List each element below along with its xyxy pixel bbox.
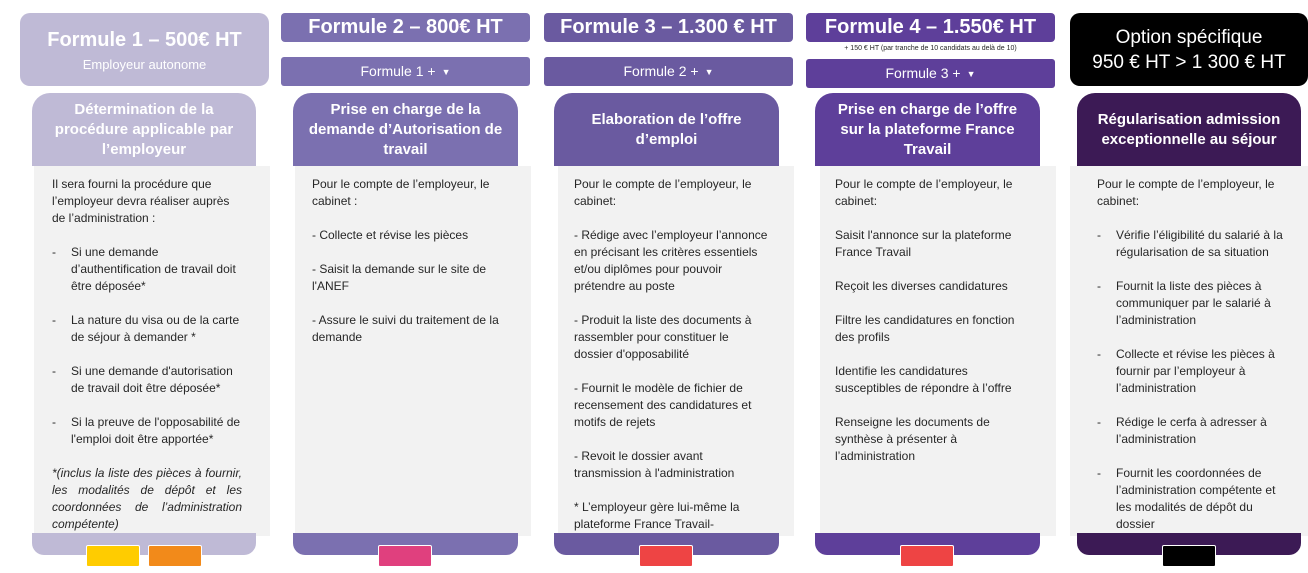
formule-1-text xyxy=(52,176,242,533)
color-swatch xyxy=(86,545,140,567)
paragraph: - Assure le suivi du traitement de la demande xyxy=(312,313,499,344)
formule-4-header xyxy=(806,13,1055,42)
option-column xyxy=(1070,0,1308,573)
paragraph: Filtre les candidatures en fonction des profils xyxy=(835,313,1015,344)
paragraph: - Rédige avec l’employeur l’annonce en précisant les critères essentiels et/ou diplômes pour pouvoir prétendre au poste xyxy=(574,228,768,293)
paragraph: Reçoit les diverses candidatures xyxy=(835,279,1008,293)
caret-down-icon: ▼ xyxy=(704,67,714,77)
formule-3-card-title: Elaboration de l’offre d’emploi xyxy=(554,93,779,166)
formule-2-title: Formule 2 – 800€ HT xyxy=(308,16,503,38)
list-item: - Rédige le cerfa à adresser à l’administration xyxy=(1097,414,1287,448)
formule-4-text xyxy=(835,176,1025,465)
option-text xyxy=(1097,176,1287,550)
paragraph: Renseigne les documents de synthèse à présenter à l’administration xyxy=(835,415,990,463)
list-item: - Si une demande d’authentification de travail doit être déposée* xyxy=(52,244,242,295)
formule-3-column xyxy=(544,0,793,573)
list-item: - Fournit la liste des pièces à communiquer par le salarié à l’administration xyxy=(1097,278,1287,329)
formule-4-surcharge-note: + 150 € HT (par tranche de 10 candidats au delà de 10) xyxy=(844,45,1017,52)
option-card-title: Régularisation admission exceptionnelle au séjour xyxy=(1077,93,1301,166)
paragraph: Pour le compte de l’employeur, le cabinet: xyxy=(574,177,752,208)
color-swatch xyxy=(378,545,432,567)
paragraph: - Revoit le dossier avant transmission à l'administration xyxy=(574,449,735,480)
option-title: Option spécifique xyxy=(1115,27,1263,48)
formule-1-subtitle: Employeur autonome xyxy=(82,57,207,72)
formule-4-card-title: Prise en charge de l’offre sur la plateforme France Travail xyxy=(815,93,1040,166)
color-swatch xyxy=(639,545,693,567)
formule-3-title: Formule 3 – 1.300 € HT xyxy=(560,16,777,38)
dropdown-label: Formule 1 + xyxy=(360,63,436,79)
caret-down-icon: ▼ xyxy=(966,69,976,79)
formule-1-card-title: Détermination de la procédure applicable par l’employeur xyxy=(32,93,256,166)
color-swatch xyxy=(900,545,954,567)
list-item: - Collecte et révise les pièces à fournir par l’employeur à l’administration xyxy=(1097,346,1287,397)
paragraph: - Collecte et révise les pièces xyxy=(312,228,469,242)
dropdown-label: Formule 2 + xyxy=(623,63,699,79)
paragraph: Pour le compte de l’employeur, le cabinet: xyxy=(835,177,1013,208)
option-intro: Pour le compte de l’employeur, le cabinet: xyxy=(1097,177,1275,208)
formule-2-card-title: Prise en charge de la demande d’Autorisation de travail xyxy=(293,93,518,166)
formule-1-title: Formule 1 – 500€ HT xyxy=(47,29,242,51)
list-item: - Fournit les coordonnées de l’administration compétente et les modalités de dépôt du dossier xyxy=(1097,465,1287,533)
formule-1-footer xyxy=(32,533,256,555)
formule-2-column xyxy=(281,0,530,573)
list-item: - Vérifie l’éligibilité du salarié à la régularisation de sa situation xyxy=(1097,227,1287,261)
formule-1-column xyxy=(20,0,269,573)
formule-4-title: Formule 4 – 1.550€ HT xyxy=(824,16,1037,38)
formule-2-dropdown[interactable] xyxy=(281,57,530,86)
formule-3-header xyxy=(544,13,793,42)
formule-3-text xyxy=(574,176,769,533)
dropdown-label: Formule 3 + xyxy=(885,65,961,81)
formule-3-dropdown[interactable] xyxy=(544,57,793,86)
paragraph: - Saisit la demande sur le site de l'ANEF xyxy=(312,262,487,293)
option-list xyxy=(1097,227,1287,533)
paragraph: Pour le compte de l’employeur, le cabinet : xyxy=(312,177,490,208)
paragraph: Identifie les candidatures susceptibles de répondre à l’offre xyxy=(835,364,1012,395)
caret-down-icon: ▼ xyxy=(441,67,451,77)
paragraph: - Produit la liste des documents à rassembler pour constituer le dossier d'opposabilité xyxy=(574,313,752,361)
paragraph: Saisit l'annonce sur la plateforme France Travail xyxy=(835,228,1012,259)
list-item: - La nature du visa ou de la carte de séjour à demander * xyxy=(52,312,242,346)
formule-4-dropdown[interactable] xyxy=(806,59,1055,88)
option-header xyxy=(1070,13,1308,86)
color-swatch xyxy=(148,545,202,567)
list-item: - Si une demande d'autorisation de travail doit être déposée* xyxy=(52,363,242,397)
color-swatch xyxy=(1162,545,1216,567)
paragraph: * L’employeur gère lui-même la plateforme France Travail- xyxy=(574,500,740,531)
formule-1-header xyxy=(20,13,269,86)
paragraph: - Fournit le modèle de fichier de recensement des candidatures et motifs de rejets xyxy=(574,381,752,429)
formule-1-intro: Il sera fourni la procédure que l’employeur devra réaliser auprès de l’administration : xyxy=(52,177,230,225)
formule-2-header xyxy=(281,13,530,42)
formule-1-note: *(inclus la liste des pièces à fournir, les modalités de dépôt et les coordonnées de l’administration compétente) xyxy=(52,466,242,531)
formule-4-column xyxy=(806,0,1055,573)
list-item: - Si la preuve de l'opposabilité de l'emploi doit être apportée* xyxy=(52,414,242,448)
option-price: 950 € HT > 1 300 € HT xyxy=(1092,52,1286,73)
formule-2-text xyxy=(312,176,502,346)
formule-1-list xyxy=(52,244,242,448)
